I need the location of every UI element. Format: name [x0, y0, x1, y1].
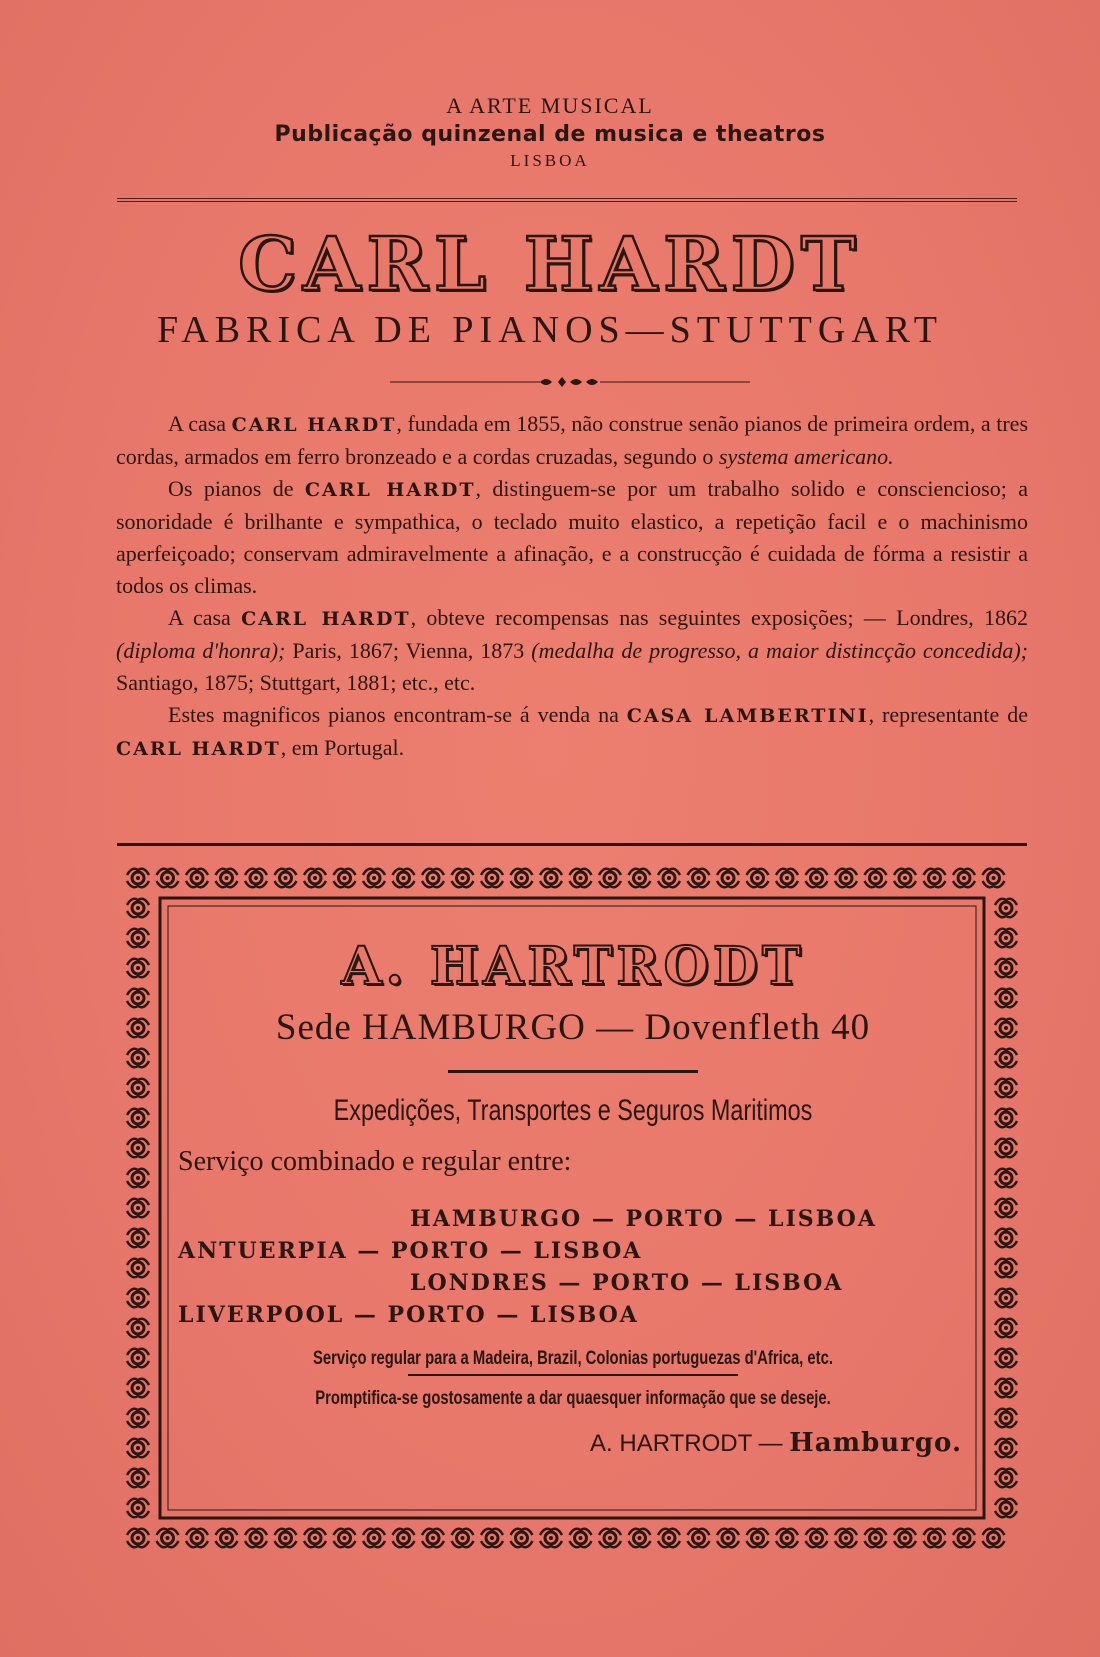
border-ornament [127, 869, 149, 887]
paragraph-1: A casa CARL HARDT, fundada em 1855, não construe senão pianos de primeira ordem, a tres cordas, armados em ferro bronzeado e a cordas cruzadas, segundo o systema americano. [116, 411, 1029, 469]
border-ornament [995, 1049, 1017, 1067]
border-ornament [127, 1319, 149, 1337]
border-ornament [127, 1349, 149, 1367]
route-line: ANTUERPIA — PORTO — LISBOA [178, 1238, 643, 1264]
border-ornament [995, 929, 1017, 947]
border-ornament [334, 869, 356, 887]
route-line: HAMBURGO — PORTO — LISBOA [410, 1206, 877, 1232]
border-ornament [865, 869, 887, 887]
route-line: LIVERPOOL — PORTO — LISBOA [178, 1302, 639, 1328]
border-ornament [127, 1199, 149, 1217]
border-ornament [127, 929, 149, 947]
hartrodt-signature: A. HARTRODT — Hamburgo. [590, 1428, 962, 1458]
border-ornament [127, 989, 149, 1007]
border-ornament [983, 869, 1005, 887]
border-ornament [995, 989, 1017, 1007]
border-ornament [717, 1529, 739, 1547]
border-ornament [688, 869, 710, 887]
route-line: LONDRES — PORTO — LISBOA [410, 1270, 844, 1296]
border-ornament [186, 869, 208, 887]
journal-city: LISBOA [510, 151, 590, 170]
note-rule [408, 1374, 738, 1376]
border-ornament [995, 1349, 1017, 1367]
border-ornament [127, 1139, 149, 1157]
paragraph-3: A casa CARL HARDT, obteve recompensas nas seguintes exposições; — Londres, 1862 (diploma d'honra); Paris, 1867; Vienna, 1873 (medalha de progresso, a maior distincção concedida); Santiago, 1875; Stuttgart, 1881; etc., etc. [116, 605, 1029, 695]
border-ornament [452, 869, 474, 887]
border-ornament [452, 1529, 474, 1547]
border-ornament [245, 869, 267, 887]
border-ornament [995, 1469, 1017, 1487]
border-ornament [924, 869, 946, 887]
hartrodt-title: A. HARTRODT [341, 936, 805, 997]
border-ornament [481, 1529, 503, 1547]
border-ornament [776, 869, 798, 887]
header-divider [117, 198, 1017, 202]
border-ornament [835, 869, 857, 887]
border-ornament [216, 869, 238, 887]
border-ornament [127, 1229, 149, 1247]
border-ornament [995, 1379, 1017, 1397]
hartrodt-content [178, 914, 968, 1504]
border-ornament [995, 959, 1017, 977]
carl-hardt-subtitle: FABRICA DE PIANOS—STUTTGART [156, 309, 944, 351]
border-ornament [865, 1529, 887, 1547]
border-ornament [995, 1439, 1017, 1457]
border-ornament [127, 1409, 149, 1427]
border-ornament [127, 899, 149, 917]
border-ornament [157, 1529, 179, 1547]
border-ornament [776, 1529, 798, 1547]
border-ornament [127, 1439, 149, 1457]
border-ornament [894, 869, 916, 887]
border-ornament [629, 1529, 651, 1547]
carl-hardt-title: CARL HARDT [238, 222, 862, 308]
border-ornament [995, 1199, 1017, 1217]
border-ornament [995, 1019, 1017, 1037]
border-ornament [304, 869, 326, 887]
address-rule [448, 1070, 698, 1073]
border-ornament [422, 1529, 444, 1547]
border-ornament [127, 1019, 149, 1037]
border-ornament [157, 869, 179, 887]
journal-title: A ARTE MUSICAL [446, 93, 654, 118]
border-ornament [127, 1259, 149, 1277]
border-ornament [995, 1409, 1017, 1427]
services-heading: Expedições, Transportes e Seguros Maritimos [333, 1094, 813, 1127]
border-ornament [599, 1529, 621, 1547]
border-ornament [995, 1319, 1017, 1337]
border-ornament [717, 869, 739, 887]
border-ornament [570, 869, 592, 887]
journal-header [0, 92, 1100, 172]
information-note: Promptifica-se gostosamente a dar quaesquer informação que se deseje. [315, 1388, 831, 1409]
border-ornament [894, 1529, 916, 1547]
border-ornament [334, 1529, 356, 1547]
border-ornament [540, 1529, 562, 1547]
border-ornament [127, 1079, 149, 1097]
border-ornament [481, 869, 503, 887]
border-ornament [127, 1529, 149, 1547]
border-ornament [127, 1289, 149, 1307]
border-ornament [511, 1529, 533, 1547]
border-ornament [688, 1529, 710, 1547]
border-ornament [835, 1529, 857, 1547]
border-ornament [806, 869, 828, 887]
border-ornament [127, 1379, 149, 1397]
border-ornament [275, 1529, 297, 1547]
border-ornament [304, 1529, 326, 1547]
fleuron-divider [390, 374, 750, 390]
border-ornament [216, 1529, 238, 1547]
border-ornament [953, 869, 975, 887]
border-ornament [747, 869, 769, 887]
border-ornament [995, 1169, 1017, 1187]
border-ornament [658, 869, 680, 887]
border-ornament [127, 1499, 149, 1517]
paragraph-4: Estes magnificos pianos encontram-se á venda na CASA LAMBERTINI, representante de CARL HARDT, em Portugal. [116, 702, 1029, 760]
border-ornament [245, 1529, 267, 1547]
border-ornament [127, 1109, 149, 1127]
border-ornament [511, 869, 533, 887]
border-ornament [363, 1529, 385, 1547]
border-ornament [422, 869, 444, 887]
border-ornament [995, 1499, 1017, 1517]
carl-hardt-body [116, 408, 1028, 765]
border-ornament [127, 1469, 149, 1487]
border-ornament [995, 1229, 1017, 1247]
border-ornament [127, 1049, 149, 1067]
border-ornament [995, 1079, 1017, 1097]
border-ornament [658, 1529, 680, 1547]
journal-subtitle: Publicação quinzenal de musica e theatros [274, 122, 826, 147]
border-ornament [127, 959, 149, 977]
border-ornament [924, 1529, 946, 1547]
border-ornament [127, 1169, 149, 1187]
border-ornament [393, 1529, 415, 1547]
services-intro: Serviço combinado e regular entre: [178, 1146, 572, 1177]
border-ornament [995, 1139, 1017, 1157]
border-ornament [953, 1529, 975, 1547]
border-ornament [995, 1289, 1017, 1307]
border-ornament [983, 1529, 1005, 1547]
border-ornament [393, 869, 415, 887]
border-ornament [995, 899, 1017, 917]
border-ornament [995, 1109, 1017, 1127]
border-ornament [995, 1259, 1017, 1277]
border-ornament [186, 1529, 208, 1547]
regular-service-note: Serviço regular para a Madeira, Brazil, Colonias portuguezas d'Africa, etc. [313, 1348, 833, 1369]
hartrodt-ad-frame [118, 858, 1026, 1558]
border-ornament [747, 1529, 769, 1547]
border-ornament [629, 869, 651, 887]
hartrodt-address: Sede HAMBURGO — Dovenfleth 40 [275, 1007, 871, 1048]
section-divider [117, 843, 1027, 846]
border-ornament [599, 869, 621, 887]
border-ornament [540, 869, 562, 887]
border-ornament [570, 1529, 592, 1547]
paragraph-2: Os pianos de CARL HARDT, distinguem-se por um trabalho solido e consciencioso; a sonoridade é brilhante e sympathica, o teclado muito elastico, a repetição facil e o machinismo aperfeiçoado; conservam admiravelmente a afinação, e a construcção é cuidada de fórma a resistir a todos os climas. [116, 476, 1028, 598]
border-ornament [275, 869, 297, 887]
border-ornament [363, 869, 385, 887]
border-ornament [806, 1529, 828, 1547]
